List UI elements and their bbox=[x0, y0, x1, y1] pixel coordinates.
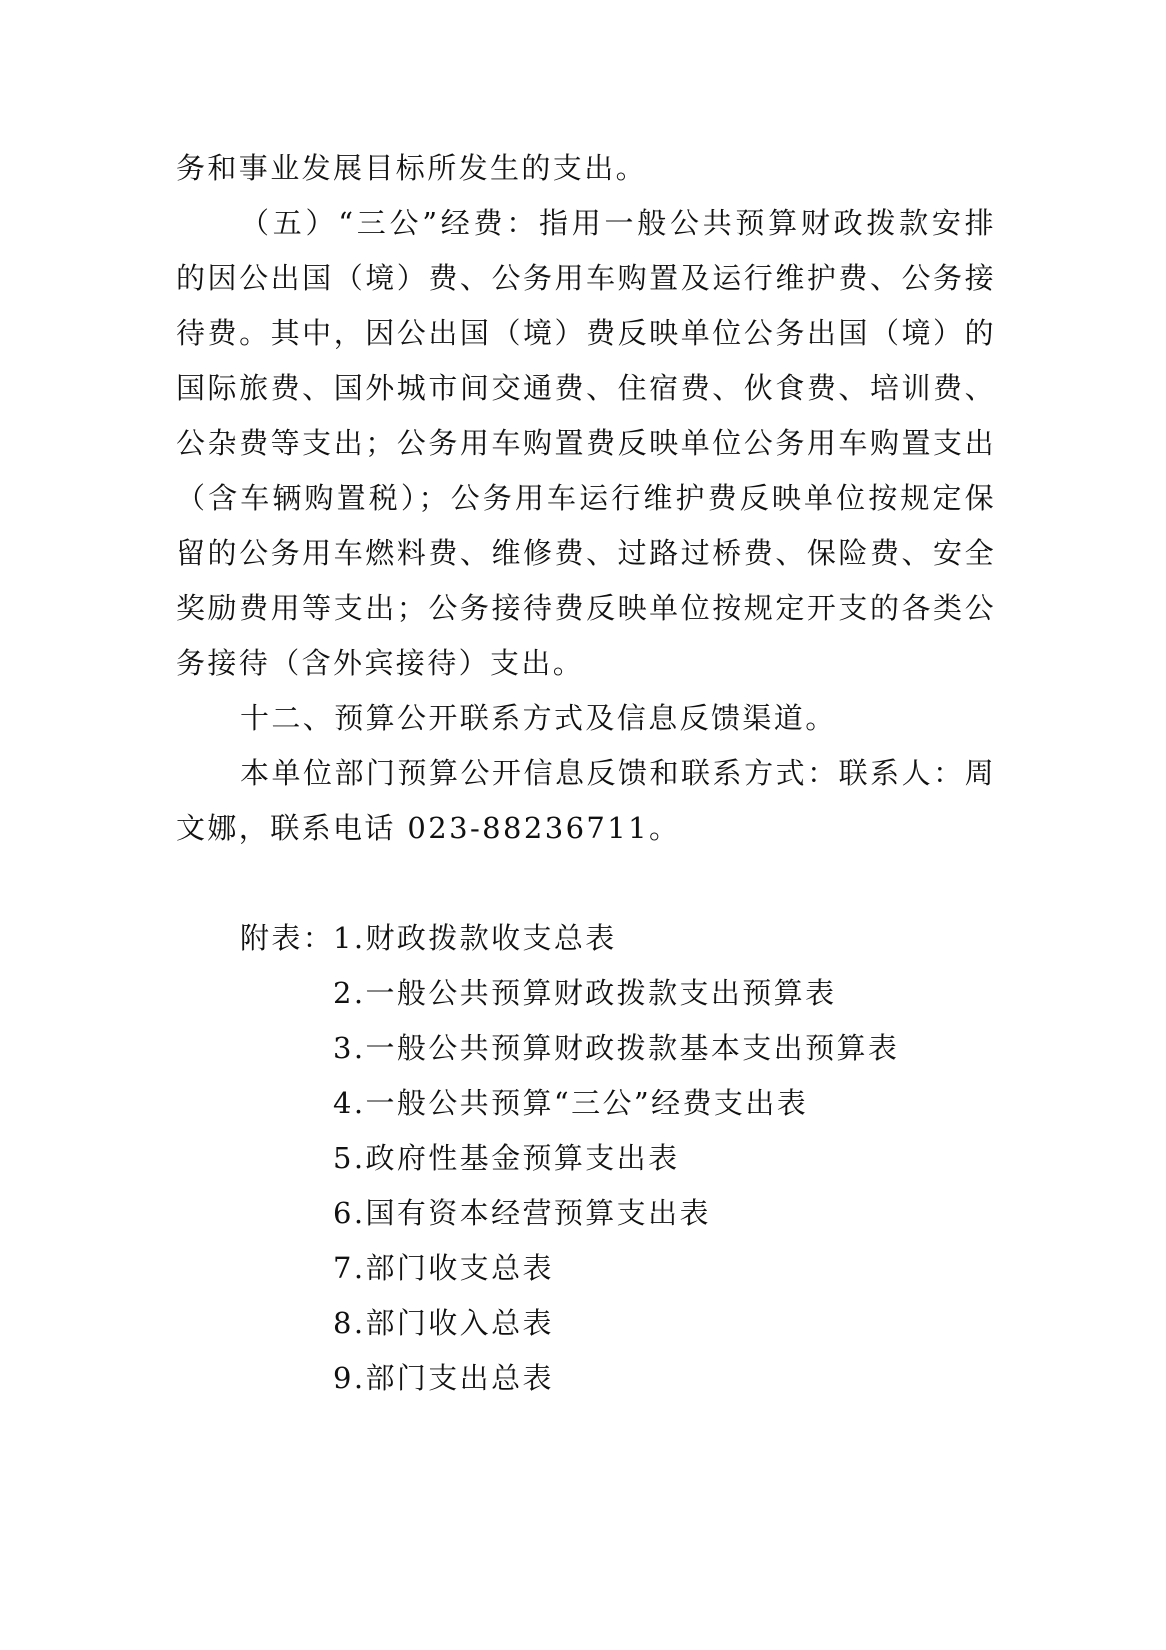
body-line-6: 公杂费等支出；公务用车购置费反映单位公务用车购置支出 bbox=[176, 426, 996, 460]
attachment-item-6: 6.国有资本经营预算支出表 bbox=[333, 1196, 711, 1230]
body-line-5: 国际旅费、国外城市间交通费、住宿费、伙食费、培训费、 bbox=[176, 371, 996, 405]
section-twelve-heading: 十二、预算公开联系方式及信息反馈渠道。 bbox=[240, 701, 837, 735]
attachment-item-8: 8.部门收入总表 bbox=[333, 1306, 554, 1340]
body-line-4: 待费。其中，因公出国（境）费反映单位公务出国（境）的 bbox=[176, 316, 996, 350]
body-line-7: （含车辆购置税）；公务用车运行维护费反映单位按规定保 bbox=[176, 481, 996, 515]
contact-line-2: 文娜，联系电话 023-88236711。 bbox=[176, 811, 681, 845]
body-line-10: 务接待（含外宾接待）支出。 bbox=[176, 646, 585, 680]
attachment-item-2: 2.一般公共预算财政拨款支出预算表 bbox=[333, 976, 837, 1010]
body-line-9: 奖励费用等支出；公务接待费反映单位按规定开支的各类公 bbox=[176, 591, 996, 625]
attachment-item-3: 3.一般公共预算财政拨款基本支出预算表 bbox=[333, 1031, 900, 1065]
body-line-1: 务和事业发展目标所发生的支出。 bbox=[176, 151, 648, 185]
attachment-item-7: 7.部门收支总表 bbox=[333, 1251, 554, 1285]
contact-line-1: 本单位部门预算公开信息反馈和联系方式：联系人：周 bbox=[240, 756, 996, 790]
attachment-item-9: 9.部门支出总表 bbox=[333, 1361, 554, 1395]
attachment-item-5: 5.政府性基金预算支出表 bbox=[333, 1141, 680, 1175]
attachment-item-4: 4.一般公共预算“三公”经费支出表 bbox=[333, 1086, 809, 1120]
section-five-heading-line: （五）“三公”经费：指用一般公共预算财政拨款安排 bbox=[240, 206, 996, 240]
body-line-8: 留的公务用车燃料费、维修费、过路过桥费、保险费、安全 bbox=[176, 536, 996, 570]
body-line-3: 的因公出国（境）费、公务用车购置及运行维护费、公务接 bbox=[176, 261, 996, 295]
attachments-label: 附表： bbox=[240, 921, 335, 955]
attachment-item-1: 1.财政拨款收支总表 bbox=[333, 921, 617, 955]
